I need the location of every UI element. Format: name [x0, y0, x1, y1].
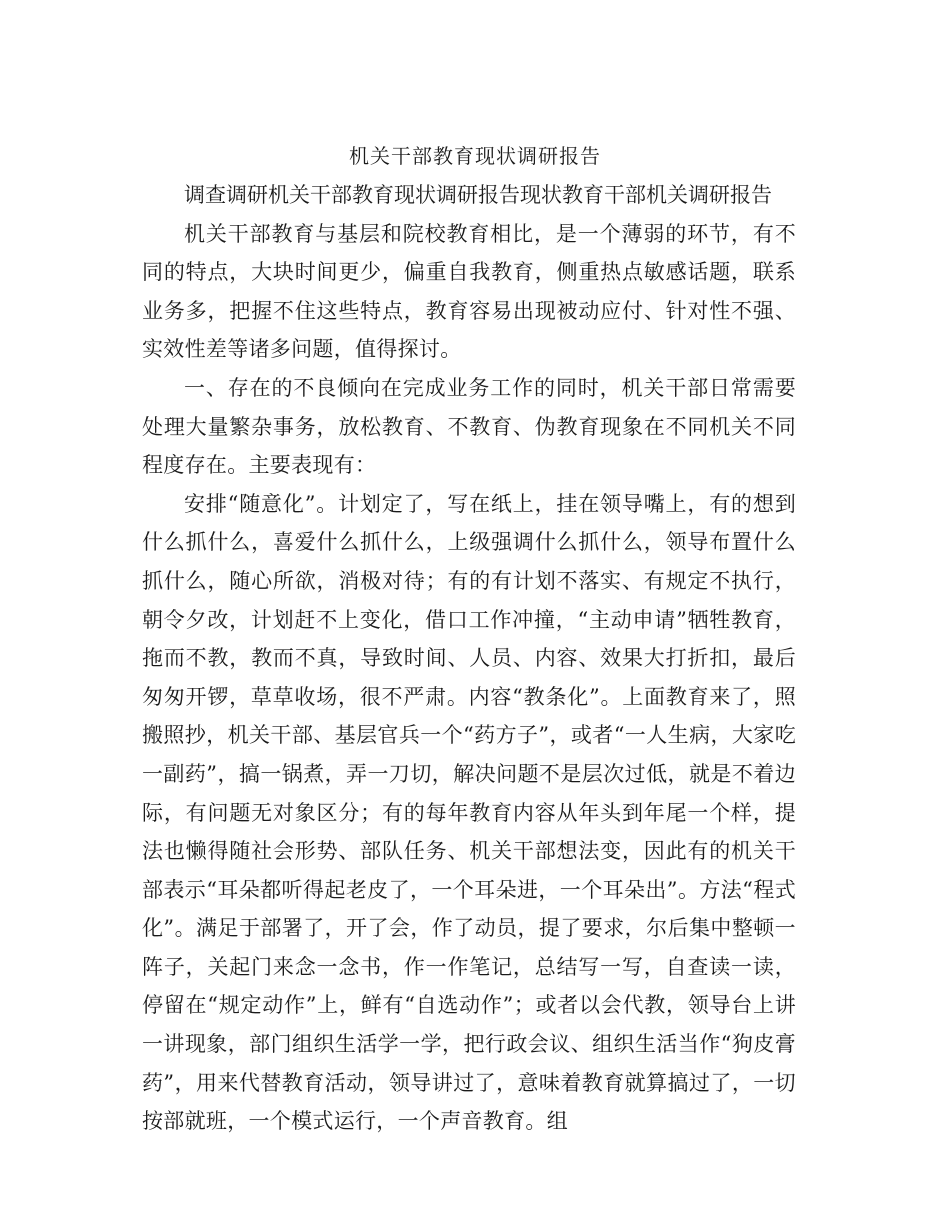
intro-paragraph: 机关干部教育与基层和院校教育相比，是一个薄弱的环节，有不同的特点，大块时间更少，偏重自我教育，侧重热点敏感话题，联系业务多，把握不住这些特点，教育容易出现被动应付、针对性不强、实效性差等诸多问题，值得探讨。	[142, 221, 796, 362]
subtitle-paragraph: 调查调研机关干部教育现状调研报告现状教育干部机关调研报告	[184, 183, 772, 207]
document-title: 机关干部教育现状调研报告	[349, 144, 601, 168]
document-body	[142, 176, 796, 1141]
body-paragraph: 安排“随意化”。计划定了，写在纸上，挂在领导嘴上，有的想到什么抓什么，喜爱什么抓什么，上级强调什么抓什么，领导布置什么抓什么，随心所欲，消极对待；有的有计划不落实、有规定不执行，朝令夕改，计划赶不上变化，借口工作冲撞，“主动申请”牺牲教育，拖而不教，教而不真，导致时间、人员、内容、效果大打折扣，最后匆匆开锣，草草收场，很不严肃。内容“教条化”。上面教育来了，照搬照抄，机关干部、基层官兵一个“药方子”，或者“一人生病，大家吃一副药”，搞一锅煮，弄一刀切，解决问题不是层次过低，就是不着边际，有问题无对象区分；有的每年教育内容从年头到年尾一个样，提法也懒得随社会形势、部队任务、机关干部想法变，因此有的机关干部表示“耳朵都听得起老皮了，一个耳朵进，一个耳朵出”。方法“程式化”。满足于部署了，开了会，作了动员，提了要求，尔后集中整顿一阵子，关起门来念一念书，作一作笔记，总结写一写，自查读一读，停留在“规定动作”上，鲜有“自选动作”；或者以会代教，领导台上讲一讲现象，部门组织生活学一学，把行政会议、组织生活当作“狗皮膏药”，用来代替教育活动，领导讲过了，意味着教育就算搞过了，一切按部就班，一个模式运行，一个声音教育。组	[142, 491, 796, 1134]
section-one-paragraph: 一、存在的不良倾向在完成业务工作的同时，机关干部日常需要处理大量繁杂事务，放松教育、不教育、伪教育现象在不同机关不同程度存在。主要表现有：	[142, 375, 796, 478]
